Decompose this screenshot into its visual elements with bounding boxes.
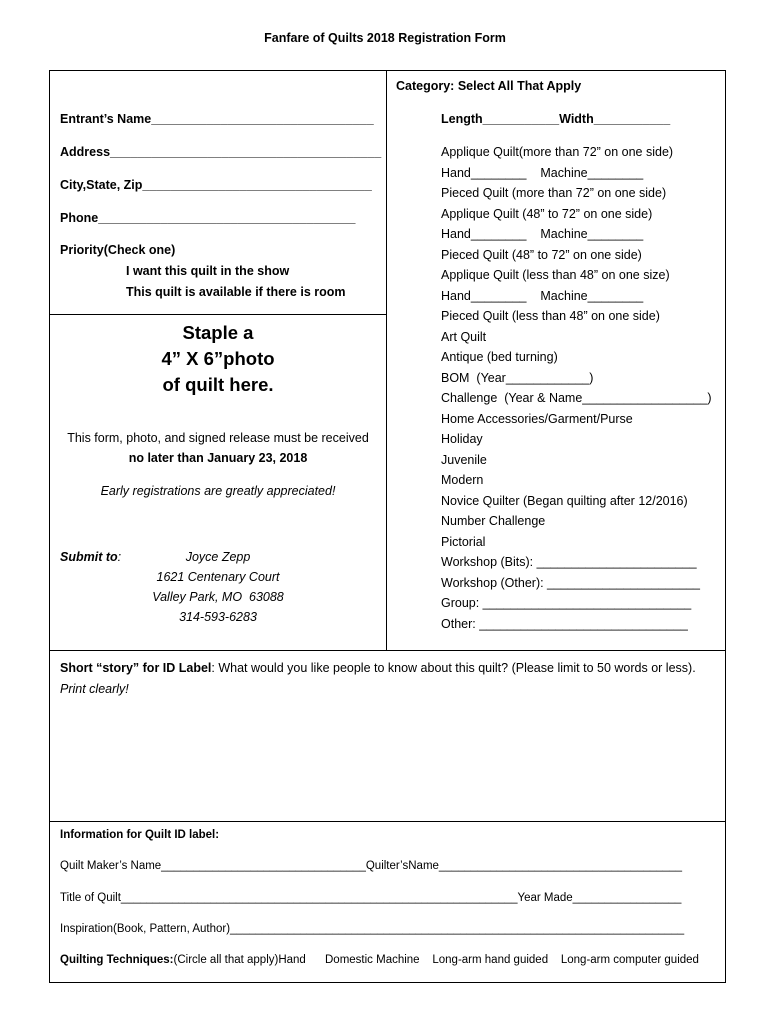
category-item[interactable]: Applique Quilt(more than 72” on one side): [441, 145, 674, 159]
category-item[interactable]: Workshop (Bits): _______________________: [441, 555, 697, 569]
category-item[interactable]: Other: ______________________________: [441, 616, 688, 631]
deadline-line-2: no later than January 23, 2018: [128, 451, 308, 465]
submit-phone: 314-593-6283: [179, 610, 257, 624]
story-label: Short “story” for ID Label: [60, 661, 212, 675]
submit-to-word: Submit to: [60, 550, 118, 564]
category-item[interactable]: Novice Quilter (Began quilting after 12/2016): [441, 493, 688, 508]
category-item[interactable]: Group: ______________________________: [441, 596, 692, 610]
category-item[interactable]: Modern: [441, 473, 484, 487]
photo-line-1: Staple a: [182, 322, 254, 343]
inspiration-field[interactable]: Inspiration(Book, Pattern, Author)_______________________________________________________________________: [60, 923, 685, 935]
photo-line-3: of quilt here.: [162, 374, 274, 395]
priority-label: Priority(Check one): [60, 243, 176, 257]
category-item[interactable]: Pictorial: [441, 534, 486, 549]
city-state-zip-field[interactable]: City,State, Zip_________________________________: [60, 178, 372, 192]
deadline-line-1: This form, photo, and signed release must be received: [67, 431, 369, 445]
entrant-name-field[interactable]: Entrant’s Name________________________________: [60, 112, 374, 126]
photo-line-2: 4” X 6”photo: [161, 348, 275, 369]
column-divider: [386, 70, 387, 651]
submit-name: Joyce Zepp: [185, 550, 251, 564]
category-item[interactable]: Workshop (Other): ______________________: [441, 575, 700, 590]
quilting-techniques: [60, 953, 699, 968]
entrant-photo-divider: [49, 314, 387, 315]
category-heading: Category: Select All That Apply: [396, 79, 582, 93]
category-item[interactable]: Challenge (Year & Name__________________): [441, 391, 712, 405]
story-prompt: [60, 661, 696, 676]
category-item[interactable]: Art Quilt: [441, 329, 487, 344]
category-item[interactable]: Juvenile: [441, 452, 487, 467]
early-registration-note: Early registrations are greatly appreciated!: [100, 484, 336, 498]
category-item[interactable]: Hand________ Machine________: [441, 165, 644, 180]
submit-city: Valley Park, MO 63088: [152, 590, 284, 604]
category-item[interactable]: Pieced Quilt (more than 72” on one side): [441, 186, 667, 200]
submit-to-label: [60, 550, 121, 565]
length-width-field[interactable]: Length___________Width___________: [441, 112, 671, 126]
category-item[interactable]: Pieced Quilt (48” to 72” on one side): [441, 247, 642, 262]
story-question: : What would you like people to know about this quilt? (Please limit to 50 words or less).: [211, 661, 696, 675]
phone-field[interactable]: Phone_____________________________________: [60, 211, 356, 225]
submit-street: 1621 Centenary Court: [156, 570, 280, 584]
category-item[interactable]: Hand________ Machine________: [441, 288, 644, 303]
category-item[interactable]: Number Challenge: [441, 514, 546, 528]
quilt-maker-field[interactable]: Quilt Maker’s Name________________________________Quilter’sName______________________________________: [60, 860, 682, 872]
techniques-label: Quilting Techniques:: [60, 954, 174, 966]
id-info-heading: Information for Quilt ID label:: [60, 829, 220, 841]
category-item[interactable]: Holiday: [441, 432, 483, 446]
form-title: Fanfare of Quilts 2018 Registration Form: [264, 31, 506, 45]
quilt-title-field[interactable]: Title of Quilt______________________________________________________________Year Made_________________: [60, 892, 682, 904]
category-item[interactable]: Applique Quilt (48” to 72” on one side): [441, 206, 653, 221]
category-item[interactable]: Applique Quilt (less than 48” on one size): [441, 268, 670, 282]
print-clearly-note: Print clearly!: [60, 682, 129, 696]
priority-option-show[interactable]: I want this quilt in the show: [126, 264, 290, 278]
category-item[interactable]: Hand________ Machine________: [441, 227, 644, 241]
submit-to-colon: :: [117, 550, 122, 564]
techniques-options[interactable]: (Circle all that apply)Hand Domestic Machine Long-arm hand guided Long-arm computer guided: [173, 954, 699, 966]
address-field[interactable]: Address_______________________________________: [60, 145, 382, 159]
category-item[interactable]: Pieced Quilt (less than 48” on one side): [441, 309, 660, 323]
category-item[interactable]: Home Accessories/Garment/Purse: [441, 411, 633, 426]
category-item[interactable]: BOM (Year____________): [441, 370, 594, 385]
priority-option-room[interactable]: This quilt is available if there is room: [126, 285, 346, 299]
category-item[interactable]: Antique (bed turning): [441, 350, 558, 364]
